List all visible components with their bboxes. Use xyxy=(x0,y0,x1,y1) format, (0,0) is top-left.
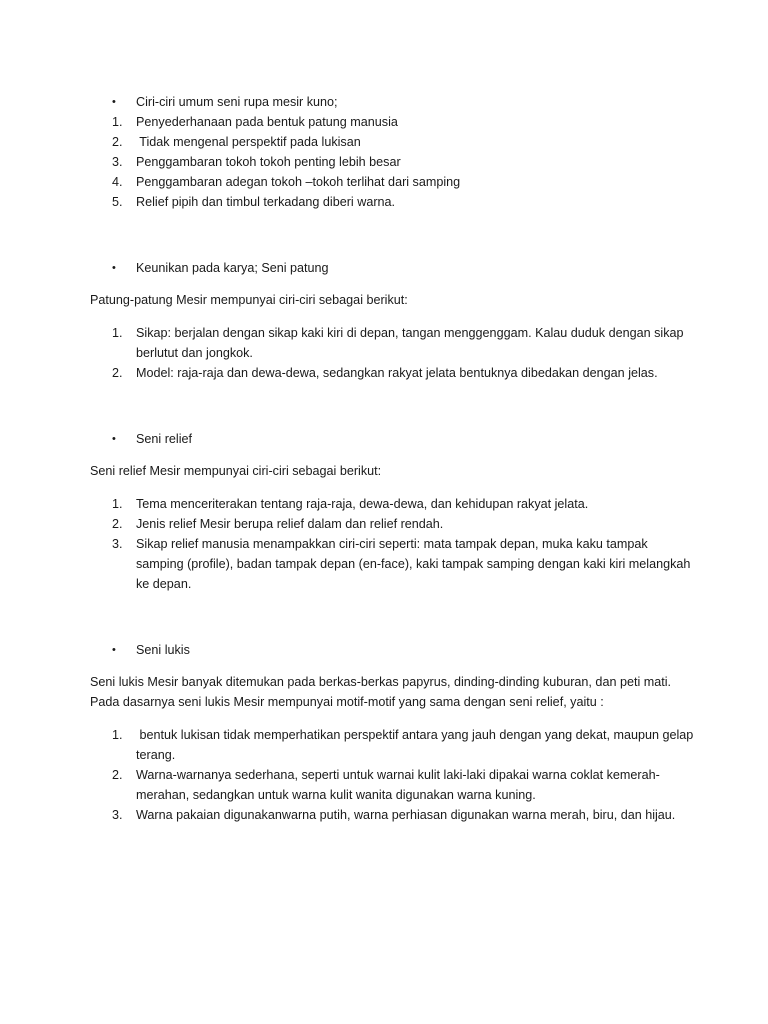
list-number: 2. xyxy=(112,768,123,782)
list-text: Penggambaran tokoh tokoh penting lebih besar xyxy=(136,155,401,169)
list-item xyxy=(90,323,698,363)
bullet-marker: • xyxy=(112,262,116,274)
list-number: 1. xyxy=(112,326,123,340)
list-number: 5. xyxy=(112,195,123,209)
list-number: 3. xyxy=(112,155,123,169)
list-text: bentuk lukisan tidak memperhatikan perspektif antara yang jauh dengan yang dekat, maupun gelap terang. xyxy=(136,728,697,762)
intro-paragraph: Patung-patung Mesir mempunyai ciri-ciri sebagai berikut: xyxy=(90,293,408,307)
list-number: 3. xyxy=(112,808,123,822)
list-text: Model: raja-raja dan dewa-dewa, sedangkan rakyat jelata bentuknya dibedakan dengan jelas. xyxy=(136,366,658,380)
bullet-item-seni-lukis xyxy=(90,640,698,660)
list-text: Warna-warnanya sederhana, seperti untuk warnai kulit laki-laki dipakai warna coklat kemerah-merahan, sedangkan untuk warna kulit wanita digunakan warna kuning. xyxy=(136,768,660,802)
list-text: Tema menceriterakan tentang raja-raja, dewa-dewa, dan kehidupan rakyat jelata. xyxy=(136,497,589,511)
list-item xyxy=(90,725,698,765)
list-item xyxy=(90,192,698,212)
spacer xyxy=(90,449,698,461)
spacer xyxy=(90,310,698,323)
intro-paragraph: Seni lukis Mesir banyak ditemukan pada berkas-berkas papyrus, dinding-dinding kuburan, dan peti mati. Pada dasarnya seni lukis Mesir mempunyai motif-motif yang sama dengan seni relief, yaitu : xyxy=(90,675,672,709)
bullet-item-seni-patung xyxy=(90,258,698,278)
list-text: Sikap relief manusia menampakkan ciri-ciri seperti: mata tampak depan, muka kaku tampak samping (profile), badan tampak depan (en-face), kaki tampak samping dengan kaki kiri melangkah ke depan. xyxy=(136,537,691,591)
list-item xyxy=(90,363,698,383)
spacer xyxy=(90,481,698,494)
list-text: Penyederhanaan pada bentuk patung manusia xyxy=(136,115,398,129)
list-item xyxy=(90,172,698,192)
list-text: Warna pakaian digunakanwarna putih, warna perhiasan digunakan warna merah, biru, dan hijau. xyxy=(136,808,676,822)
spacer xyxy=(90,383,698,429)
list-text: Tidak mengenal perspektif pada lukisan xyxy=(136,135,361,149)
list-item xyxy=(90,805,698,825)
spacer xyxy=(90,278,698,290)
list-number: 4. xyxy=(112,175,123,189)
spacer xyxy=(90,712,698,725)
list-text: Sikap: berjalan dengan sikap kaki kiri di depan, tangan menggenggam. Kalau duduk dengan sikap berlutut dan jongkok. xyxy=(136,326,684,360)
bullet-item-seni-relief xyxy=(90,429,698,449)
spacer xyxy=(90,594,698,640)
bullet-marker: • xyxy=(112,433,116,445)
bullet-marker: • xyxy=(112,96,116,108)
list-item xyxy=(90,494,698,514)
bullet-text: Ciri-ciri umum seni rupa mesir kuno; xyxy=(136,95,338,109)
list-text: Penggambaran adegan tokoh –tokoh terlihat dari samping xyxy=(136,175,461,189)
list-number: 1. xyxy=(112,115,123,129)
bullet-text: Seni lukis xyxy=(136,643,190,657)
list-number: 2. xyxy=(112,135,123,149)
list-number: 1. xyxy=(112,728,123,742)
spacer xyxy=(90,660,698,672)
bullet-text: Keunikan pada karya; Seni patung xyxy=(136,261,329,275)
list-number: 1. xyxy=(112,497,123,511)
intro-paragraph: Seni relief Mesir mempunyai ciri-ciri sebagai berikut: xyxy=(90,464,382,478)
list-item xyxy=(90,514,698,534)
list-item xyxy=(90,534,698,594)
spacer xyxy=(90,212,698,258)
list-text: Jenis relief Mesir berupa relief dalam dan relief rendah. xyxy=(136,517,444,531)
list-number: 2. xyxy=(112,517,123,531)
bullet-item-ciri-umum xyxy=(90,92,698,112)
list-item xyxy=(90,112,698,132)
bullet-text: Seni relief xyxy=(136,432,193,446)
list-text: Relief pipih dan timbul terkadang diberi warna. xyxy=(136,195,396,209)
list-number: 2. xyxy=(112,366,123,380)
list-item xyxy=(90,152,698,172)
list-item xyxy=(90,765,698,805)
bullet-marker: • xyxy=(112,644,116,656)
list-number: 3. xyxy=(112,537,123,551)
list-item xyxy=(90,132,698,152)
